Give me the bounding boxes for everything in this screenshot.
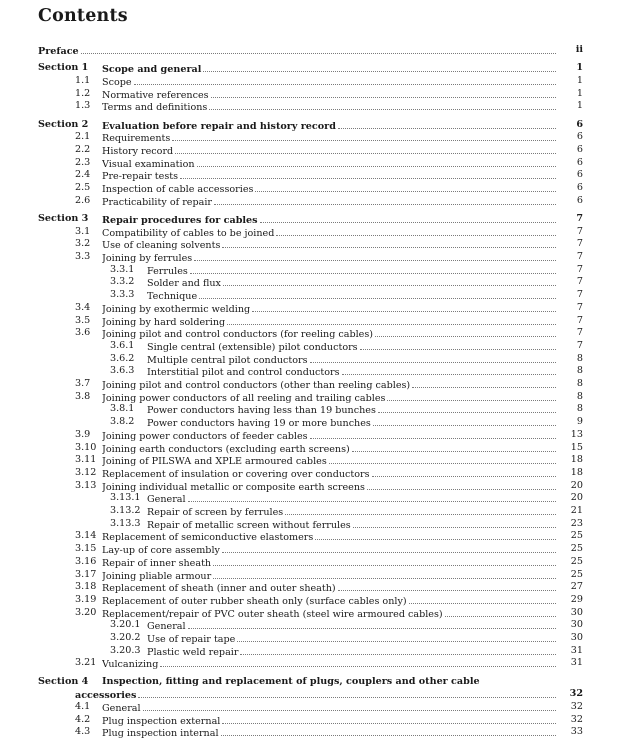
toc-entry-number: 3.8.2 bbox=[110, 416, 135, 428]
toc-dot-leader bbox=[221, 726, 556, 736]
toc-dot-leader bbox=[213, 556, 556, 566]
toc-entry-title-wrap bbox=[102, 657, 556, 672]
toc-dot-leader bbox=[315, 530, 556, 540]
page-title: Contents bbox=[38, 6, 128, 26]
toc-dot-leader bbox=[138, 688, 556, 698]
toc-dot-leader bbox=[445, 607, 556, 617]
toc-entry[interactable] bbox=[0, 157, 639, 170]
toc-entry[interactable] bbox=[0, 688, 639, 701]
toc-page-number: 7 bbox=[576, 301, 583, 313]
toc-dot-leader bbox=[143, 701, 556, 711]
toc-entry[interactable] bbox=[0, 100, 639, 113]
toc-entry-title: Joining of PILSWA and XPLE armoured cables bbox=[102, 456, 327, 468]
toc-entry[interactable] bbox=[0, 403, 639, 416]
toc-entry[interactable] bbox=[0, 238, 639, 251]
toc-dot-leader bbox=[342, 365, 556, 375]
toc-page-number: 25 bbox=[570, 530, 583, 542]
toc-entry-number: 3.7 bbox=[75, 378, 91, 389]
toc-entry-number: 3.6.2 bbox=[110, 352, 135, 364]
toc-dot-leader bbox=[372, 467, 556, 477]
toc-entry-number: 3.15 bbox=[75, 543, 97, 555]
toc-entry-number: 3.16 bbox=[75, 555, 97, 567]
toc-dot-leader bbox=[338, 581, 556, 591]
toc-entry[interactable] bbox=[0, 365, 639, 378]
toc-page-number: 8 bbox=[576, 390, 583, 402]
toc-dot-leader bbox=[329, 454, 556, 464]
toc-entry-number: 2.4 bbox=[75, 169, 91, 181]
toc-entry-number: 3.4 bbox=[75, 301, 91, 313]
toc-entry-number: 3.20.2 bbox=[110, 632, 141, 643]
toc-entry-title: Replacement of sheath (inner and outer sheath) bbox=[102, 583, 336, 595]
toc-entry-number: 3.9 bbox=[75, 428, 91, 440]
toc-page-number: 25 bbox=[570, 568, 583, 580]
toc-page-number: 32 bbox=[570, 701, 583, 712]
toc-page-number: 1 bbox=[576, 74, 583, 86]
toc-entry-title: Use of cleaning solvents bbox=[102, 240, 221, 252]
toc-entry[interactable] bbox=[0, 594, 639, 607]
toc-entry[interactable] bbox=[0, 569, 639, 582]
toc-entry-title: General bbox=[102, 703, 141, 714]
toc-page-number: 30 bbox=[570, 632, 583, 643]
toc-section-label: Section 4 bbox=[38, 675, 89, 687]
toc-entry[interactable] bbox=[0, 454, 639, 467]
toc-dot-leader bbox=[211, 88, 556, 98]
toc-entry-title-wrap bbox=[38, 44, 556, 59]
toc-entry-title: Replacement of insulation or covering over conductors bbox=[102, 468, 370, 480]
toc-entry-number: 2.3 bbox=[75, 156, 91, 168]
toc-entry-number: 3.18 bbox=[75, 581, 97, 593]
toc-dot-leader bbox=[223, 276, 556, 286]
toc-dot-leader bbox=[222, 714, 556, 724]
toc-entry[interactable] bbox=[0, 131, 639, 144]
toc-entry-title: Joining power conductors of all reeling and trailing cables bbox=[102, 392, 386, 404]
toc-entry-title: Lay-up of core assembly bbox=[102, 545, 220, 557]
toc-dot-leader bbox=[194, 251, 556, 261]
toc-page-number: 15 bbox=[570, 441, 583, 453]
toc-dot-leader bbox=[276, 226, 556, 236]
toc-page-number: 27 bbox=[570, 581, 583, 593]
toc-entry-title: Repair of inner sheath bbox=[102, 557, 212, 569]
toc-entry[interactable] bbox=[0, 505, 639, 518]
toc-entry[interactable] bbox=[0, 119, 639, 132]
toc-page-number: 21 bbox=[570, 505, 583, 516]
toc-entry-number: 3.13 bbox=[75, 479, 97, 491]
toc-entry-number: 3.19 bbox=[75, 593, 97, 605]
toc-page-number: 6 bbox=[576, 194, 583, 206]
toc-dot-leader bbox=[373, 416, 556, 426]
toc-dot-leader bbox=[252, 302, 556, 312]
toc-entry-number: 3.11 bbox=[75, 454, 97, 466]
toc-page-number: 7 bbox=[576, 263, 583, 275]
toc-entry-title: Repair procedures for cables bbox=[102, 214, 258, 226]
toc-entry[interactable] bbox=[0, 701, 639, 714]
toc-entry[interactable] bbox=[0, 619, 639, 632]
toc-entry[interactable] bbox=[0, 714, 639, 727]
toc-entry-title: Repair of metallic screen without ferrules bbox=[147, 519, 351, 531]
toc-entry-title-wrap bbox=[102, 100, 556, 115]
toc-entry[interactable] bbox=[0, 340, 639, 353]
toc-page-number: 1 bbox=[576, 62, 583, 74]
toc-dot-leader bbox=[310, 429, 556, 439]
toc-entry[interactable] bbox=[0, 88, 639, 101]
toc-entry-title: Interstitial pilot and control conductors bbox=[147, 367, 340, 379]
toc-page-number: 6 bbox=[576, 182, 583, 193]
toc-entry[interactable] bbox=[0, 726, 639, 739]
toc-dot-leader bbox=[227, 315, 556, 325]
toc-entry-title-wrap bbox=[102, 726, 556, 741]
toc-dot-leader bbox=[190, 264, 556, 274]
toc-entry-title: Plug inspection internal bbox=[102, 728, 219, 740]
toc-page-number: 9 bbox=[576, 416, 583, 428]
toc-entry[interactable] bbox=[0, 327, 639, 340]
toc-dot-leader bbox=[240, 645, 556, 655]
toc-entry-title: Joining by ferrules bbox=[102, 253, 193, 264]
toc-page-number: 8 bbox=[576, 352, 583, 364]
toc-entry[interactable] bbox=[0, 62, 639, 75]
toc-page-number: 25 bbox=[570, 555, 583, 567]
toc-entry[interactable] bbox=[0, 530, 639, 543]
toc-page-number: 25 bbox=[570, 543, 583, 555]
toc-entry-title: Plug inspection external bbox=[102, 715, 221, 727]
toc-entry-title: Joining pilot and control conductors (for reeling cables) bbox=[102, 329, 374, 341]
toc-section-label: Section 3 bbox=[38, 212, 89, 224]
toc-entry-number: 3.6.3 bbox=[110, 365, 135, 377]
toc-entry-title: Solder and flux bbox=[147, 278, 221, 290]
toc-page-number: 29 bbox=[570, 593, 583, 605]
toc-page-number: 6 bbox=[576, 118, 583, 130]
toc-entry-number: 3.6 bbox=[75, 327, 91, 339]
toc-dot-leader bbox=[285, 505, 556, 515]
toc-page-number: 7 bbox=[576, 339, 583, 351]
toc-entry-title: Single central (extensible) pilot conductors bbox=[147, 341, 358, 353]
toc-entry[interactable] bbox=[0, 607, 639, 620]
toc-entry-title: Inspection, fitting and replacement of plugs, couplers and other cable bbox=[102, 675, 480, 687]
toc-page-number: 7 bbox=[576, 212, 583, 224]
toc-entry-number: 2.6 bbox=[75, 194, 91, 206]
toc-entry-title: Power conductors having 19 or more bunches bbox=[147, 418, 371, 430]
toc-entry[interactable] bbox=[0, 226, 639, 239]
toc-entry-number: 1.1 bbox=[75, 74, 91, 86]
toc-entry[interactable] bbox=[0, 169, 639, 182]
toc-entry-title: Pre-repair tests bbox=[102, 171, 179, 183]
toc-page-number: 33 bbox=[570, 726, 583, 738]
toc-entry-number: 3.3.1 bbox=[110, 263, 135, 275]
toc-entry-number: 2.2 bbox=[75, 143, 91, 155]
toc-entry-title: Requirements bbox=[102, 133, 171, 145]
toc-entry-number: 3.5 bbox=[75, 314, 91, 326]
toc-dot-leader bbox=[310, 353, 556, 363]
toc-dot-leader bbox=[203, 62, 556, 72]
toc-dot-leader bbox=[375, 327, 556, 337]
toc-entry-number: 2.1 bbox=[75, 131, 91, 143]
toc-dot-leader bbox=[175, 144, 556, 154]
toc-page-number: 30 bbox=[570, 606, 583, 618]
toc-dot-leader bbox=[160, 657, 556, 667]
toc-entry-number: 3.8 bbox=[75, 390, 91, 402]
toc-entry-number: 3.2 bbox=[75, 238, 91, 250]
toc-entry-number: 2.5 bbox=[75, 182, 91, 193]
toc-entry-title: Vulcanizing bbox=[102, 659, 159, 671]
toc-entry[interactable] bbox=[0, 276, 639, 289]
toc-page-number: 8 bbox=[576, 365, 583, 377]
toc-entry-number: 3.17 bbox=[75, 568, 97, 580]
toc-page-number: 32 bbox=[570, 713, 583, 725]
toc-page-number: 7 bbox=[576, 314, 583, 326]
toc-page-number: 7 bbox=[576, 238, 583, 250]
toc-entry[interactable] bbox=[0, 195, 639, 208]
toc-entry-number: 3.14 bbox=[75, 530, 97, 542]
toc-page-number: 1 bbox=[576, 87, 583, 99]
toc-entry[interactable] bbox=[0, 264, 639, 277]
toc-dot-leader bbox=[412, 378, 556, 388]
toc-entry-title: Ferrules bbox=[147, 265, 188, 277]
toc-page-number: 6 bbox=[576, 169, 583, 181]
toc-entry-number: 1.3 bbox=[75, 100, 91, 112]
toc-entry-title: Joining by hard soldering bbox=[102, 316, 226, 328]
toc-entry[interactable] bbox=[0, 518, 639, 531]
toc-entry[interactable] bbox=[0, 442, 639, 455]
toc-entry-title: General bbox=[147, 621, 186, 633]
toc-page-number: 13 bbox=[570, 428, 583, 440]
toc-dot-leader bbox=[387, 391, 556, 401]
toc-page-number: 32 bbox=[569, 688, 583, 700]
toc-entry[interactable] bbox=[0, 543, 639, 556]
toc-entry[interactable] bbox=[0, 44, 639, 57]
toc-dot-leader bbox=[180, 169, 556, 179]
toc-dot-leader bbox=[360, 340, 556, 350]
toc-page-number: 18 bbox=[570, 466, 583, 478]
toc-entry-title: Practicability of repair bbox=[102, 196, 212, 208]
toc-entry-number: 3.1 bbox=[75, 225, 91, 237]
toc-dot-leader bbox=[338, 119, 556, 129]
toc-entry-title: Visual examination bbox=[102, 158, 195, 170]
toc-entry-title: Scope bbox=[102, 76, 132, 88]
toc-entry[interactable] bbox=[0, 213, 639, 226]
toc-entry-title: Joining pliable armour bbox=[102, 570, 212, 582]
toc-page-number: 18 bbox=[570, 454, 583, 466]
toc-entry-number: 3.3 bbox=[75, 251, 91, 262]
toc-dot-leader bbox=[188, 492, 556, 502]
toc-entry[interactable] bbox=[0, 289, 639, 302]
toc-dot-leader bbox=[197, 157, 556, 167]
toc-dot-leader bbox=[378, 403, 556, 413]
toc-entry[interactable] bbox=[0, 182, 639, 195]
toc-entry-number: 1.2 bbox=[75, 87, 91, 99]
toc-dot-leader bbox=[222, 238, 556, 248]
toc-dot-leader bbox=[222, 543, 556, 553]
toc-entry-number: 3.12 bbox=[75, 466, 97, 478]
toc-entry-title: Evaluation before repair and history record bbox=[102, 120, 336, 132]
toc-entry-title: Replacement of semiconductive elastomers bbox=[102, 532, 314, 544]
toc-entry-title: Joining by exothermic welding bbox=[102, 303, 251, 315]
toc-entry[interactable] bbox=[0, 315, 639, 328]
toc-entry-title: Technique bbox=[147, 291, 198, 303]
toc-entry-number: 3.20 bbox=[75, 606, 97, 618]
toc-entry-title: accessories bbox=[75, 690, 137, 702]
toc-entry-title: Multiple central pilot conductors bbox=[147, 354, 308, 366]
toc-entry-title: Repair of screen by ferrules bbox=[147, 507, 284, 518]
toc-dot-leader bbox=[209, 100, 556, 110]
toc-entry-title: History record bbox=[102, 145, 174, 157]
toc-dot-leader bbox=[260, 213, 556, 223]
toc-dot-leader bbox=[352, 442, 556, 452]
toc-dot-leader bbox=[81, 44, 556, 54]
toc-page-number: 20 bbox=[570, 492, 583, 504]
toc-entry[interactable] bbox=[0, 581, 639, 594]
toc-entry-number: 3.21 bbox=[75, 657, 97, 669]
toc-page-number: 7 bbox=[576, 289, 583, 301]
toc-entry-title: Power conductors having less than 19 bunches bbox=[147, 405, 376, 417]
toc-entry-number: 4.3 bbox=[75, 726, 91, 738]
toc-dot-leader bbox=[188, 619, 556, 629]
toc-page-number: 6 bbox=[576, 143, 583, 155]
toc-entry-title: General bbox=[147, 494, 186, 506]
toc-dot-leader bbox=[213, 569, 556, 579]
toc-page-number: 8 bbox=[576, 378, 583, 389]
toc-dot-leader bbox=[172, 131, 556, 141]
toc-entry[interactable] bbox=[0, 657, 639, 670]
toc-entry-number: 4.1 bbox=[75, 701, 91, 712]
toc-entry-number: 3.20.3 bbox=[110, 644, 141, 656]
toc-entry[interactable] bbox=[0, 645, 639, 658]
toc-page-number: 7 bbox=[576, 327, 583, 339]
toc-entry-title: Terms and definitions bbox=[102, 102, 208, 114]
toc-entry-number: 3.3.3 bbox=[110, 289, 135, 301]
toc-entry-title: Scope and general bbox=[102, 64, 202, 76]
toc-entry[interactable] bbox=[0, 480, 639, 493]
toc-entry-title-wrap bbox=[102, 676, 481, 689]
toc-page-number: 31 bbox=[570, 657, 583, 669]
toc-dot-leader bbox=[255, 182, 556, 192]
toc-dot-leader bbox=[353, 518, 556, 528]
toc-page-number: 20 bbox=[570, 479, 583, 491]
toc-entry[interactable] bbox=[0, 429, 639, 442]
toc-entry-title: Normative references bbox=[102, 89, 209, 101]
toc-entry[interactable] bbox=[0, 353, 639, 366]
toc-entry[interactable] bbox=[0, 467, 639, 480]
toc-dot-leader bbox=[367, 480, 556, 490]
toc-entry-title: Plastic weld repair bbox=[147, 646, 239, 658]
toc-entry[interactable] bbox=[0, 632, 639, 645]
toc-entry[interactable] bbox=[0, 492, 639, 505]
toc-page-number: 7 bbox=[576, 276, 583, 288]
toc-dot-leader bbox=[199, 289, 556, 299]
toc-page-number: 6 bbox=[576, 131, 583, 143]
toc-entry-number: 3.6.1 bbox=[110, 339, 135, 351]
toc-entry[interactable] bbox=[0, 556, 639, 569]
toc-entry-number: 3.13.1 bbox=[110, 492, 141, 504]
toc-entry-title: Replacement/repair of PVC outer sheath (steel wire armoured cables) bbox=[102, 608, 443, 620]
toc-section-label: Section 1 bbox=[38, 62, 89, 74]
toc-entry-title: Joining earth conductors (excluding earth screens) bbox=[102, 443, 350, 455]
toc-page-number: 30 bbox=[570, 619, 583, 631]
toc-page-number: 8 bbox=[576, 403, 583, 415]
toc-entry-number: 3.8.1 bbox=[110, 403, 135, 415]
toc-entry[interactable] bbox=[0, 302, 639, 315]
toc-entry-number: 3.10 bbox=[75, 441, 97, 453]
toc-entry-title: Inspection of cable accessories bbox=[102, 184, 254, 195]
toc-page-number: 1 bbox=[576, 100, 583, 112]
toc-entry-number: 3.13.3 bbox=[110, 517, 141, 529]
toc-entry-title: Joining pilot and control conductors (other than reeling cables) bbox=[102, 380, 411, 391]
toc-page-number: 6 bbox=[576, 156, 583, 168]
toc-entry-title: Preface bbox=[38, 46, 79, 57]
toc-entry-title-wrap bbox=[102, 195, 556, 210]
toc-entry[interactable] bbox=[0, 391, 639, 404]
toc-entry-title: Joining power conductors of feeder cables bbox=[102, 430, 308, 442]
toc-dot-leader bbox=[214, 195, 556, 205]
toc-page-number: 23 bbox=[570, 517, 583, 529]
toc-entry[interactable] bbox=[0, 378, 639, 391]
toc-entry-title: Replacement of outer rubber sheath only (surface cables only) bbox=[102, 595, 407, 607]
toc-page-number: ii bbox=[575, 44, 583, 55]
toc-entry[interactable] bbox=[0, 144, 639, 157]
toc-entry[interactable] bbox=[0, 676, 639, 689]
toc-entry[interactable] bbox=[0, 416, 639, 429]
toc-dot-leader bbox=[409, 594, 556, 604]
toc-entry-title: Use of repair tape bbox=[147, 634, 236, 645]
toc-section-label: Section 2 bbox=[38, 118, 89, 130]
toc-page-number: 7 bbox=[576, 251, 583, 262]
toc-entry-title: Compatibility of cables to be joined bbox=[102, 227, 275, 239]
toc-entry[interactable] bbox=[0, 75, 639, 88]
toc-entry[interactable] bbox=[0, 251, 639, 264]
toc-entry-title: Joining individual metallic or composite earth screens bbox=[102, 481, 365, 493]
toc-dot-leader bbox=[134, 75, 556, 85]
toc-entry-number: 4.2 bbox=[75, 713, 91, 725]
toc-entry-number: 3.3.2 bbox=[110, 276, 135, 288]
toc-page-number: 31 bbox=[570, 644, 583, 656]
toc-page-number: 7 bbox=[576, 225, 583, 237]
toc-dot-leader bbox=[237, 632, 556, 642]
toc-entry-number: 3.13.2 bbox=[110, 505, 141, 516]
toc-entry-number: 3.20.1 bbox=[110, 619, 141, 631]
